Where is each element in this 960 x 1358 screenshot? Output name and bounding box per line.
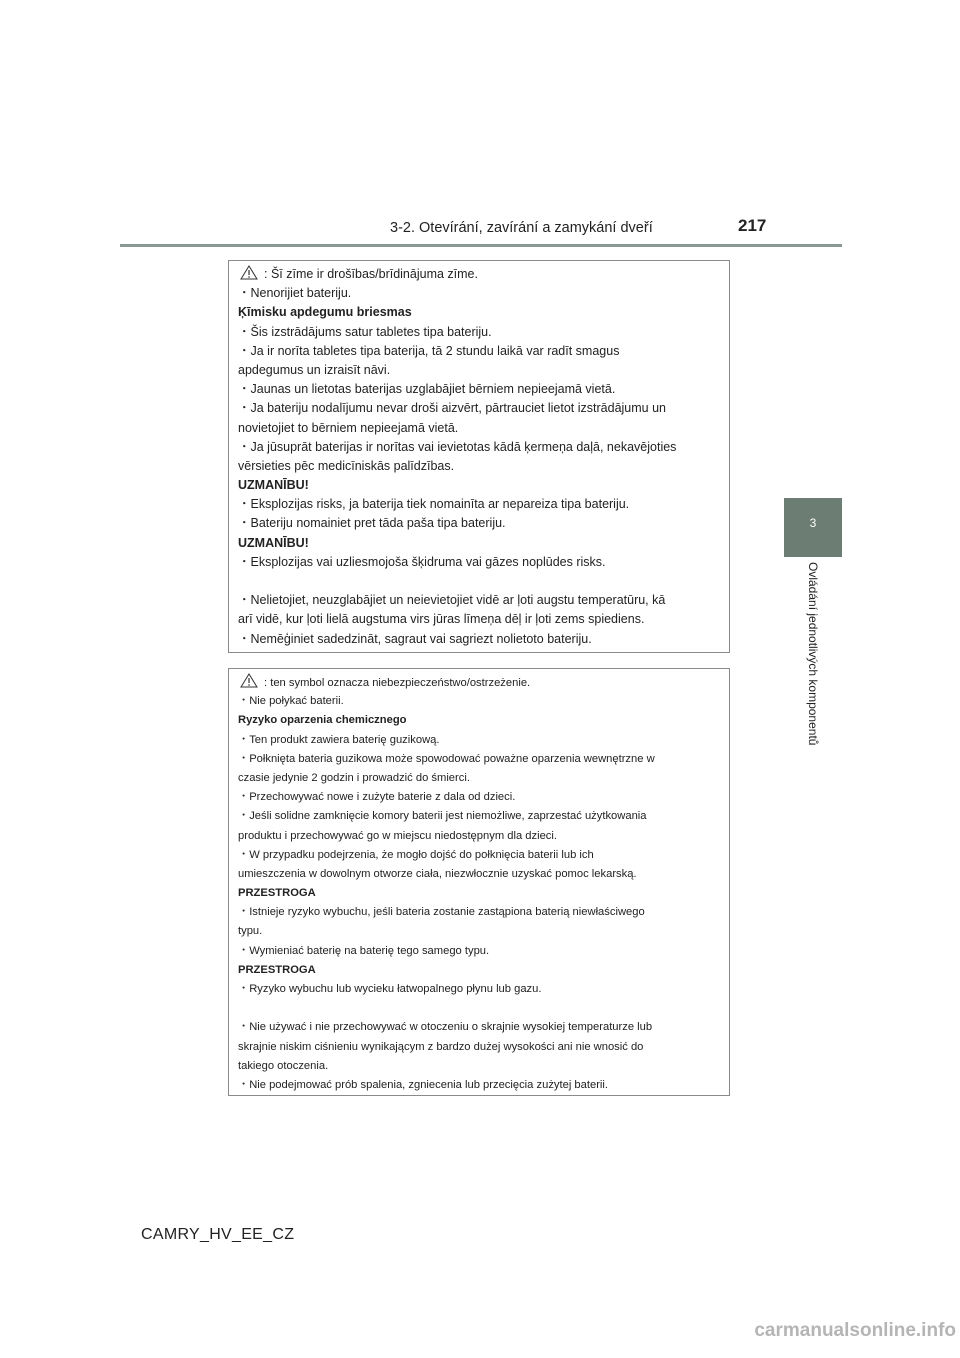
warning-text-line: ・Nie używać i nie przechowywać w otoczeniu o skrajnie wysokiej temperaturze lub [238, 1021, 653, 1034]
chapter-number: 3 [809, 516, 817, 530]
watermark: carmanualsonline.info [754, 1320, 956, 1341]
warning-heading: Ķīmisku apdegumu briesmas [238, 305, 412, 320]
warning-lines-polish [238, 692, 720, 1095]
warning-symbol-text: : ten symbol oznacza niebezpieczeństwo/ostrzeżenie. [264, 677, 531, 689]
warning-text-line: ・Przechowywać nowe i zużyte baterie z dala od dzieci. [238, 791, 516, 804]
warning-text-line: ・Wymieniać baterię na baterię tego samego typu. [238, 944, 490, 957]
section-title: 3-2. Otevírání, zavírání a zamykání dveří [390, 220, 653, 236]
chapter-tab [784, 498, 842, 557]
warning-text-line: takiego otoczenia. [238, 1059, 329, 1072]
warning-text-line: ・Istnieje ryzyko wybuchu, jeśli bateria zostanie zastąpiona baterią niewłaściwego [238, 906, 645, 919]
chapter-label: Ovládání jednotlivých komponentů [806, 562, 820, 746]
warning-text-line: apdegumus un izraisīt nāvi. [238, 362, 391, 377]
warning-text-line: ・Nie podejmować prób spalenia, zgniecenia lub przecięcia zużytej baterii. [238, 1078, 609, 1091]
warning-heading: Ryzyko oparzenia chemicznego [238, 714, 407, 727]
warning-lines-latvian [238, 284, 720, 649]
warning-text-line: ・Ja ir norīta tabletes tipa baterija, tā 2 stundu laikā var radīt smagus [238, 343, 620, 358]
warning-text-line: ・Jeśli solidne zamknięcie komory baterii jest niemożliwe, zaprzestać użytkowania [238, 810, 647, 823]
warning-text-line: ・Bateriju nomainiet pret tāda paša tipa bateriju. [238, 516, 506, 531]
warning-text-line: ・Ja bateriju nodalījumu nevar droši aizvērt, pārtrauciet lietot izstrādājumu un [238, 401, 666, 416]
warning-text-line: ・Ten produkt zawiera baterię guzikową. [238, 733, 440, 746]
warning-heading: UZMANĪBU! [238, 535, 309, 550]
warning-text-line: ・Šis izstrādājums satur tabletes tipa bateriju. [238, 324, 492, 339]
model-code: CAMRY_HV_EE_CZ [141, 1226, 295, 1243]
warning-text-line: ・Jaunas un lietotas baterijas uzglabājiet bērniem nepieejamā vietā. [238, 382, 616, 397]
warning-text-line: ・Nenorijiet bateriju. [238, 286, 352, 301]
warning-symbol-text: : Šī zīme ir drošības/brīdinājuma zīme. [264, 267, 478, 281]
page-number: 217 [738, 216, 767, 235]
warning-text-line: novietojiet to bērniem nepieejamā vietā. [238, 420, 459, 435]
warning-text-line: umieszczenia w dowolnym otworze ciała, niezwłocznie uzyskać pomoc lekarską. [238, 867, 637, 880]
warning-text-line: czasie jedynie 2 godzin i prowadzić do śmierci. [238, 771, 470, 784]
warning-symbol-line [238, 673, 720, 692]
warning-heading: UZMANĪBU! [238, 478, 309, 493]
warning-box-latvian [228, 260, 730, 653]
warning-text-line: typu. [238, 925, 263, 938]
warning-text-line: ・Nelietojiet, neuzglabājiet un neievietojiet vidē ar ļoti augstu temperatūru, kā [238, 593, 666, 608]
warning-box-polish [228, 668, 730, 1096]
warning-text-line: ・Ja jūsuprāt baterijas ir norītas vai ievietotas kādā ķermeņa daļā, nekavējoties [238, 439, 677, 454]
warning-text-line: ・Nie połykać baterii. [238, 695, 344, 708]
warning-text-line: ・Ryzyko wybuchu lub wycieku łatwopalnego płynu lub gazu. [238, 983, 542, 995]
warning-text-line: ・Połknięta bateria guzikowa może spowodować poważne oparzenia wewnętrzne w [238, 752, 655, 765]
warning-triangle-icon [240, 265, 258, 280]
warning-text-line: skrajnie niskim ciśnieniu wynikającym z bardzo dużej wysokości ani nie wnosić do [238, 1040, 644, 1053]
warning-text-line: vērsieties pēc medicīniskās palīdzības. [238, 458, 455, 473]
warning-text-line: arī vidē, kur ļoti lielā augstuma virs jūras līmeņa dēļ ir ļoti zems spiediens. [238, 612, 645, 627]
warning-text-line: produktu i przechowywać go w miejscu niedostępnym dla dzieci. [238, 829, 557, 842]
warning-text-line [238, 572, 720, 591]
warning-symbol-line [238, 265, 720, 284]
warning-text-line: ・Nemēģiniet sadedzināt, sagraut vai sagriezt nolietoto bateriju. [238, 631, 592, 646]
warning-text-line: ・Eksplozijas risks, ja baterija tiek nomainīta ar nepareiza tipa bateriju. [238, 497, 630, 512]
header-divider [120, 244, 842, 247]
warning-text-line: ・W przypadku podejrzenia, że mogło dojść do połknięcia baterii lub ich [238, 848, 594, 861]
warning-triangle-icon [240, 673, 258, 688]
warning-heading: PRZESTROGA [238, 887, 316, 900]
warning-text-line [238, 999, 720, 1018]
warning-text-line: ・Eksplozijas vai uzliesmojoša šķidruma vai gāzes noplūdes risks. [238, 554, 606, 569]
warning-heading: PRZESTROGA [238, 963, 316, 976]
